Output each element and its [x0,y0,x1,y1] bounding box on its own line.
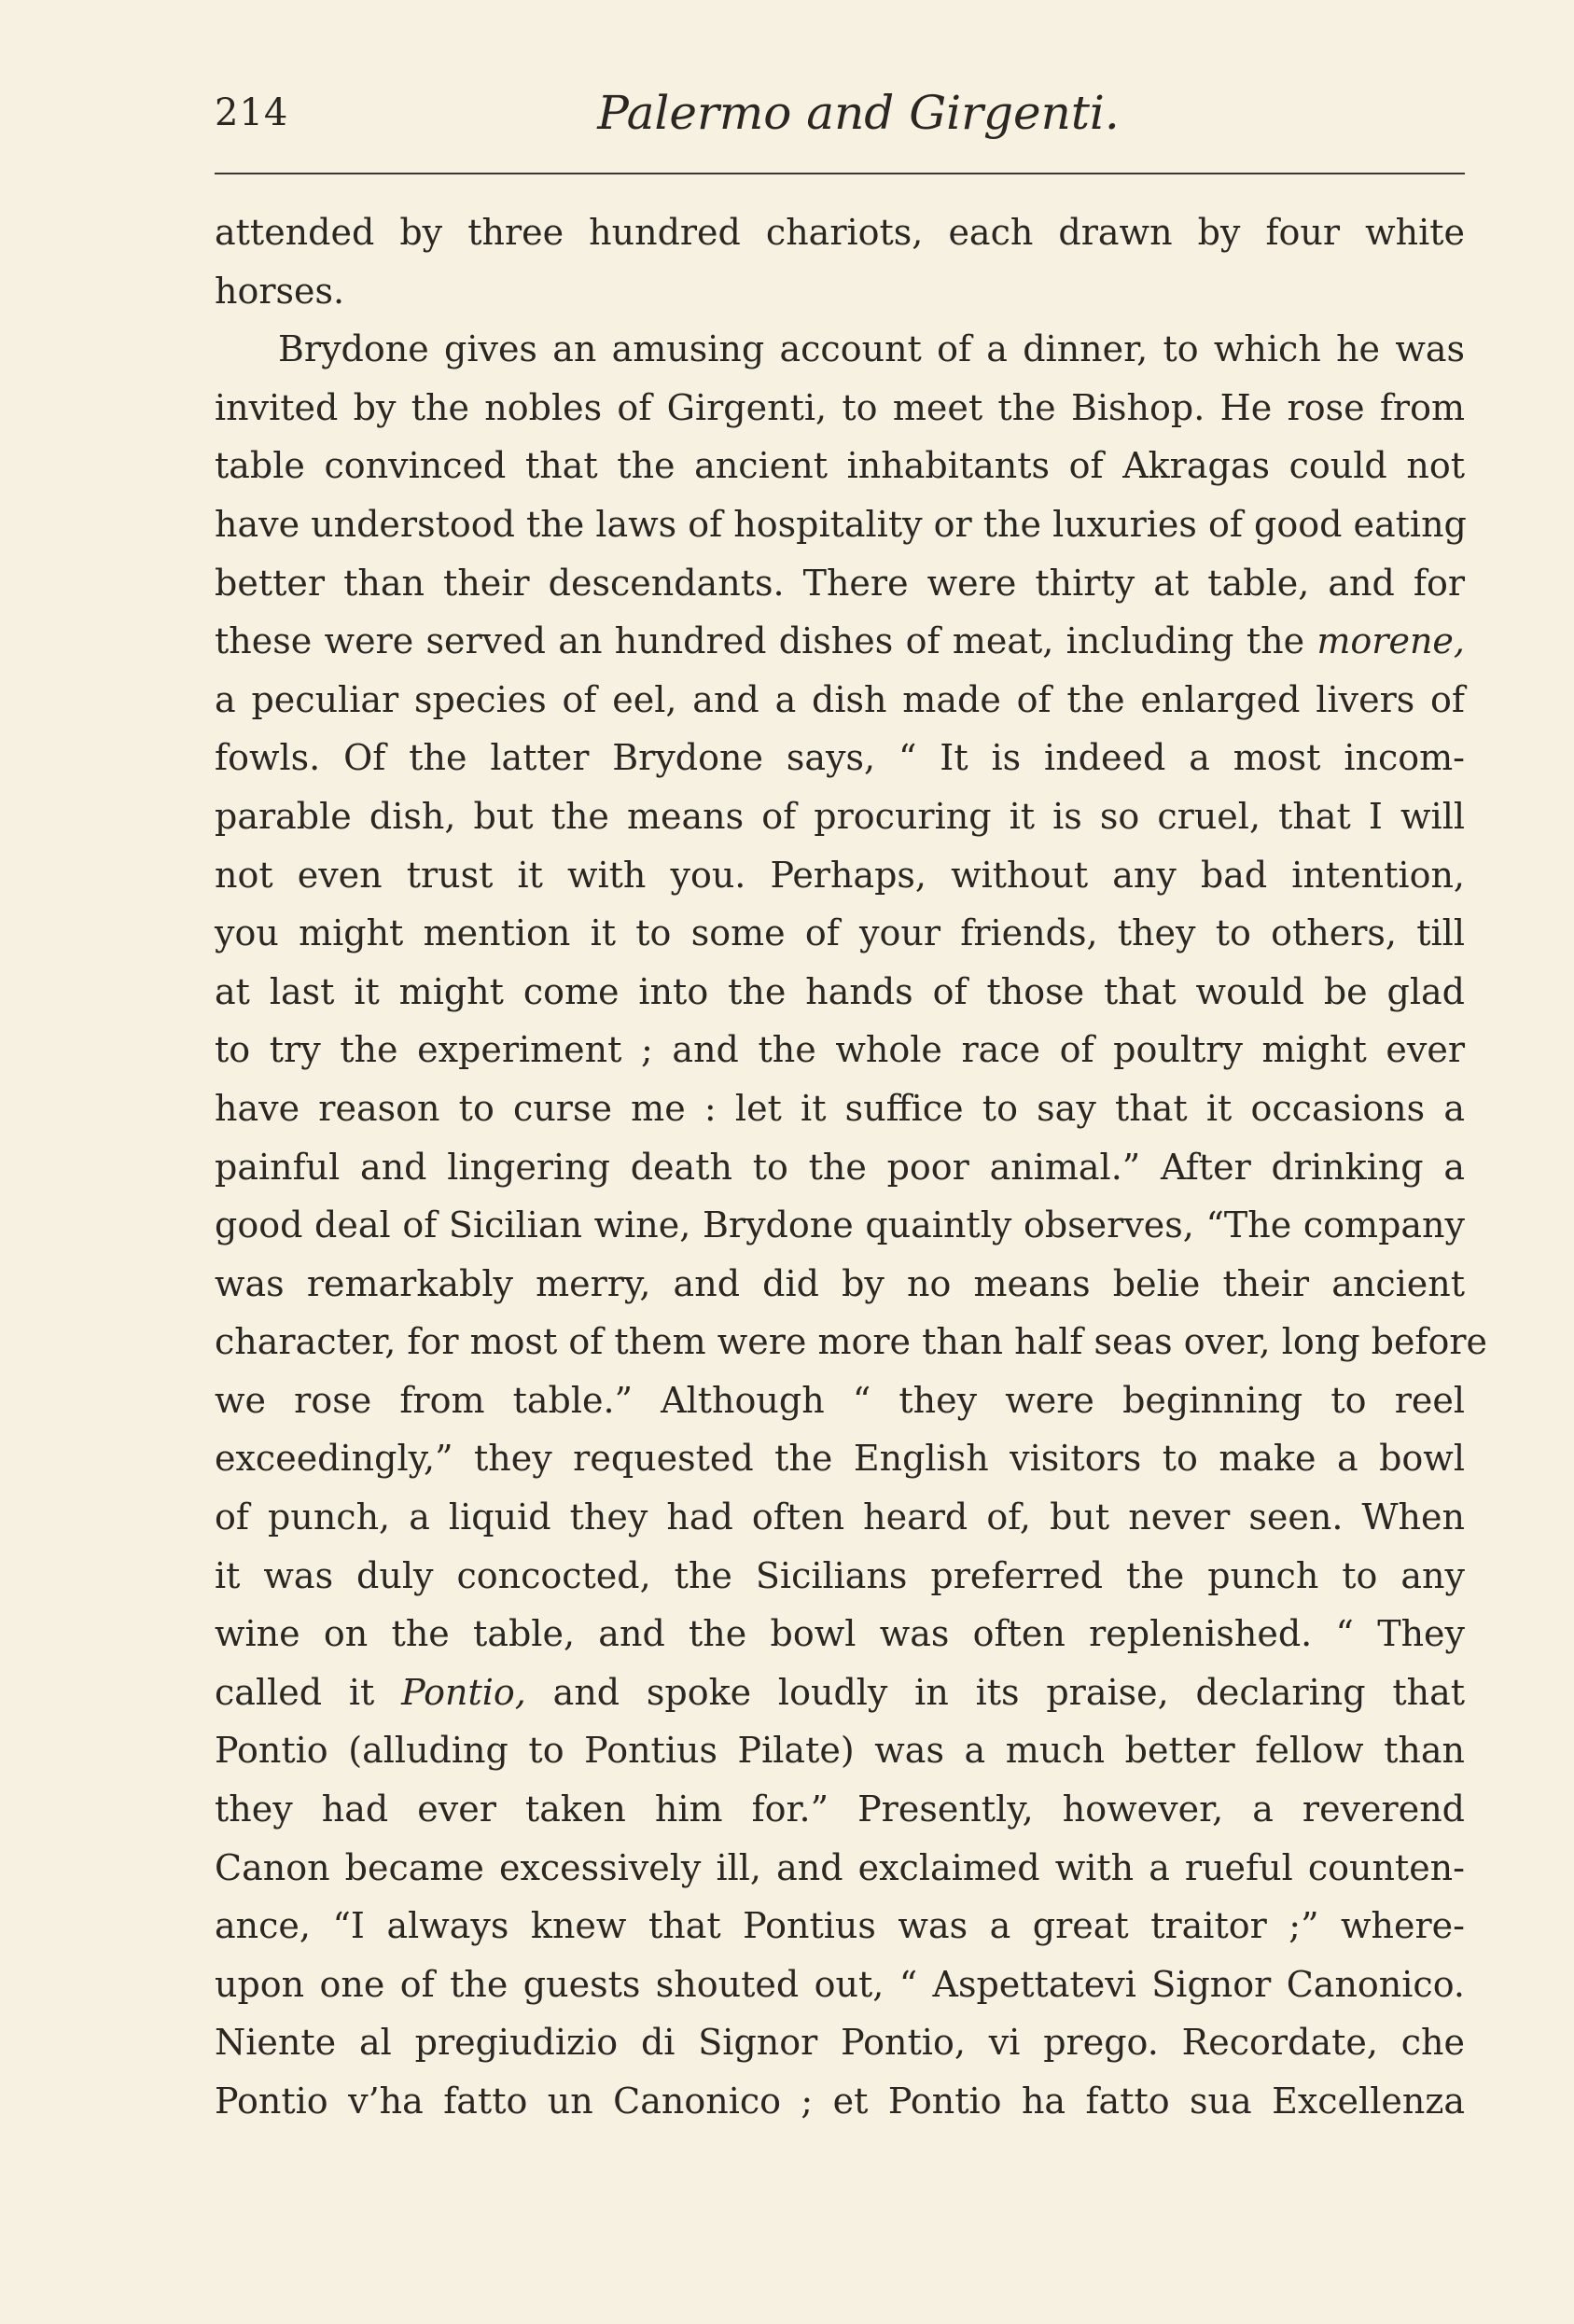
text-line [215,1605,1465,1663]
line-text: table convinced that the ancient inhabitants of Akragas could not [215,445,1465,487]
line-text: at last it might come into the hands of those that would be glad [215,970,1465,1012]
line-text: to try the experiment ; and the whole race of poultry might ever [215,1029,1465,1071]
text-line [215,1721,1465,1780]
text-line [215,787,1465,846]
text-line [215,2072,1465,2131]
line-text: parable dish, but the means of procuring it is so cruel, that I will [215,795,1465,837]
line-text: have reason to curse me : let it suffice to say that it occasions a [215,1087,1465,1129]
line-text: was remarkably merry, and did by no means belie their ancient [215,1262,1465,1304]
text-line [215,904,1465,963]
line-text: not even trust it with you. Perhaps, without any bad intention, [215,854,1465,896]
line-text: Brydone gives an amusing account of a dinner, to which he was [278,328,1465,370]
line-text: these were served an hundred dishes of meat, including the [215,620,1317,662]
text-line [215,1255,1465,1314]
text-line [215,1547,1465,1606]
italic-term: Pontio, [401,1671,526,1713]
line-text: good deal of Sicilian wine, Brydone quaintly observes, “The company [215,1204,1465,1246]
line-text: exceedingly,” they requested the English visitors to make a bowl [215,1438,1465,1480]
line-text: it was duly concocted, the Sicilians preferred the punch to any [215,1554,1465,1596]
line-text: wine on the table, and the bowl was often replenished. “ They [215,1613,1465,1655]
text-line [215,1079,1465,1138]
line-text: of punch, a liquid they had often heard of, but never seen. When [215,1496,1465,1538]
line-text: ance, “I always knew that Pontius was a great traitor ;” where- [215,1905,1465,1947]
line-text: upon one of the guests shouted out, “ Aspettatevi Signor Canonico. [215,1963,1465,2005]
text-line [215,1955,1465,2014]
line-text: Canon became excessively ill, and exclaimed with a rueful counten- [215,1846,1465,1888]
body-text [215,203,1488,2131]
text-line [215,963,1465,1022]
text-line [215,203,1465,262]
text-line [215,1371,1465,1430]
text-line [215,671,1465,730]
text-line [215,379,1465,438]
line-text: have understood the laws of hospitality or the luxuries of good eating [215,503,1467,545]
line-text: attended by three hundred chariots, each drawn by four white [215,212,1465,253]
line-text: fowls. Of the latter Brydone says, “ It is indeed a most incom- [215,737,1465,779]
text-line [215,1313,1488,1371]
text-line [215,554,1465,613]
text-line [215,437,1465,495]
page-number: 214 [215,91,289,134]
line-text: they had ever taken him for.” Presently, however, a reverend [215,1788,1465,1830]
line-text: character, for most of them were more than half seas over, long before [215,1321,1488,1363]
text-line [215,2013,1465,2072]
line-text-continued: and spoke loudly in its praise, declaring that [525,1671,1466,1713]
text-line [215,1663,1465,1722]
line-text: Pontio (alluding to Pontius Pilate) was a much better fellow than [215,1730,1465,1772]
line-text: we rose from table.” Although “ they were beginning to reel [215,1379,1465,1421]
line-text: Niente al pregiudizio di Signor Pontio, vi prego. Recordate, che [215,2022,1465,2064]
text-line [215,1196,1465,1255]
line-text: invited by the nobles of Girgenti, to meet the Bishop. He rose from [215,386,1465,428]
text-line [215,495,1465,554]
text-line [215,729,1465,787]
header-rule [215,173,1465,174]
text-line [215,1429,1465,1488]
line-text: a peculiar species of eel, and a dish made of the enlarged livers of [215,678,1465,720]
text-line [215,1021,1465,1079]
running-head [215,86,1465,151]
line-text: called it [215,1671,402,1713]
line-text: Pontio v’ha fatto un Canonico ; et Pontio ha fatto sua Excellenza [215,2080,1465,2122]
italic-term: morene, [1316,620,1465,662]
text-line [215,612,1465,671]
line-text: horses. [215,270,345,312]
text-line [215,1488,1465,1547]
text-line [215,846,1465,905]
running-title: Palermo and Girgenti. [597,86,1120,140]
line-text: you might mention it to some of your friends, they to others, till [215,912,1465,954]
text-line [215,320,1465,379]
line-text: better than their descendants. There were thirty at table, and for [215,562,1465,604]
text-line [215,1839,1465,1898]
text-line [215,1780,1465,1839]
line-text: painful and lingering death to the poor animal.” After drinking a [215,1146,1465,1188]
text-line [215,1138,1465,1197]
text-line [215,1897,1465,1955]
text-line [215,262,1465,321]
